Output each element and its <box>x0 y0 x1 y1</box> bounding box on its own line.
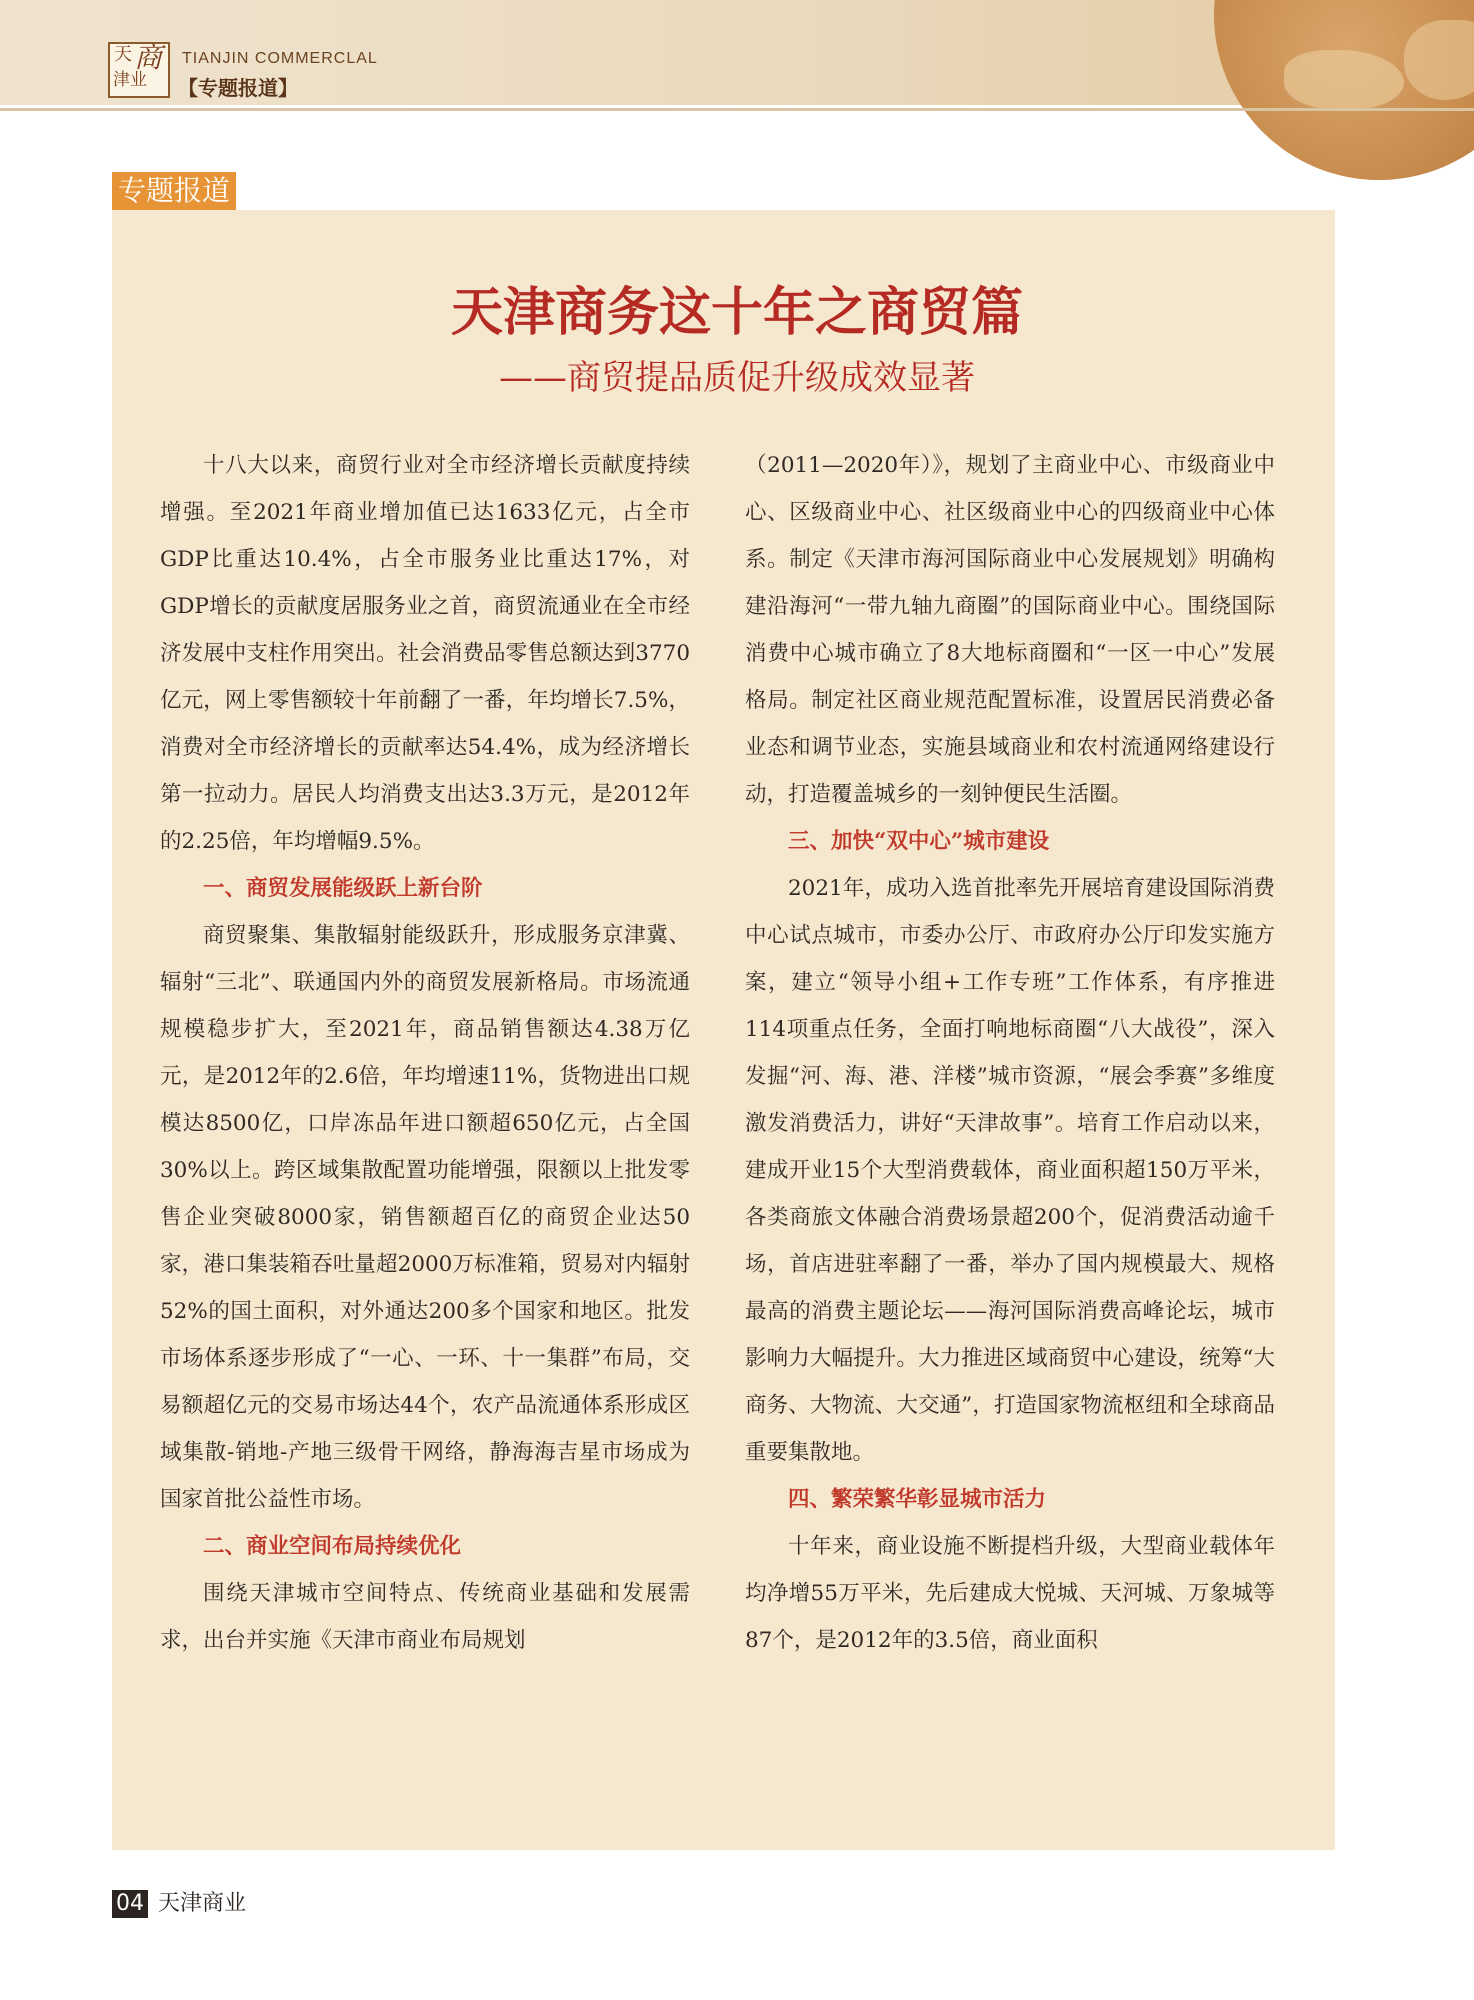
section-heading: 二、商业空间布局持续优化 <box>203 1534 462 1559</box>
section-heading: 一、商贸发展能级跃上新台阶 <box>203 876 483 901</box>
header-divider <box>0 108 1474 111</box>
article-title: 天津商务这十年之商贸篇 <box>450 283 1023 343</box>
right-column <box>745 442 1275 1664</box>
brand-name: TIANJIN COMMERCLAL <box>182 50 378 67</box>
page-number: 04 <box>112 1890 148 1918</box>
paragraph: （2011—2020年）》，规划了主商业中心、市级商业中心、区级商业中心、社区级商业中心的四级商业中心体系。制定《天津市海河国际商业中心发展规划》明确构建沿海河“一带九轴九商圈”的国际商业中心。围绕国际消费中心城市确立了8大地标商圈和“一区一中心”发展格局。制定社区商业规范配置标准，设置居民消费必备业态和调节业态，实施县域商业和农村流通网络建设行动，打造覆盖城乡的一刻钟便民生活圈。 <box>745 453 1275 807</box>
article-subtitle: ——商贸提品质促升级成效显著 <box>499 358 975 398</box>
header-section-label: 【专题报道】 <box>178 76 298 100</box>
logo-char-shang: 商 <box>134 41 163 74</box>
logo-char-tian: 天 <box>114 44 132 65</box>
section-heading: 三、加快“双中心”城市建设 <box>788 829 1050 854</box>
paragraph: 商贸聚集、集散辐射能级跃升，形成服务京津冀、辐射“三北”、联通国内外的商贸发展新格局。市场流通规模稳步扩大，至2021年，商品销售额达4.38万亿元，是2012年的2.6倍，年均增速11%，货物进出口规模达8500亿，口岸冻品年进口额超650亿元，占全国30%以上。跨区域集散配置功能增强，限额以上批发零售企业突破8000家，销售额超百亿的商贸企业达50家，港口集装箱吞吐量超2000万标准箱，贸易对内辐射52%的国土面积，对外通达200多个国家和地区。批发市场体系逐步形成了“一心、一环、十一集群”布局，交易额超亿元的交易市场达44个，农产品流通体系形成区域集散-销地-产地三级骨干网络，静海海吉星市场成为国家首批公益性市场。 <box>160 923 690 1512</box>
section-tag: 专题报道 <box>112 172 236 210</box>
section-heading: 四、繁荣繁华彰显城市活力 <box>788 1487 1047 1512</box>
magazine-name: 天津商业 <box>158 1891 247 1916</box>
paragraph: 2021年，成功入选首批率先开展培育建设国际消费中心试点城市，市委办公厅、市政府办公厅印发实施方案，建立“领导小组+工作专班”工作体系，有序推进114项重点任务，全面打响地标商圈“八大战役”，深入发掘“河、海、港、洋楼”城市资源，“展会季赛”多维度激发消费活力，讲好“天津故事”。培育工作启动以来，建成开业15个大型消费载体，商业面积超150万平米，各类商旅文体融合消费场景超200个，促消费活动逾千场，首店进驻率翻了一番，举办了国内规模最大、规格最高的消费主题论坛——海河国际消费高峰论坛，城市影响力大幅提升。大力推进区域商贸中心建设，统筹“大商务、大物流、大交通”，打造国家物流枢纽和全球商品重要集散地。 <box>745 876 1275 1465</box>
paragraph: 围绕天津城市空间特点、传统商业基础和发展需求，出台并实施《天津市商业布局规划 <box>160 1581 690 1653</box>
globe-decoration <box>1214 0 1474 180</box>
paragraph: 十年来，商业设施不断提档升级，大型商业载体年均净增55万平米，先后建成大悦城、天河城、万象城等87个，是2012年的3.5倍，商业面积 <box>745 1534 1275 1653</box>
logo-char-jinye: 津业 <box>113 70 147 90</box>
paragraph: 十八大以来，商贸行业对全市经济增长贡献度持续增强。至2021年商业增加值已达1633亿元，占全市GDP比重达10.4%，占全市服务业比重达17%，对GDP增长的贡献度居服务业之首，商贸流通业在全市经济发展中支柱作用突出。社会消费品零售总额达到3770亿元，网上零售额较十年前翻了一番，年均增长7.5%，消费对全市经济增长的贡献率达54.4%，成为经济增长第一拉动力。居民人均消费支出达3.3万元，是2012年的2.25倍，年均增幅9.5%。 <box>160 453 690 854</box>
magazine-logo <box>108 42 170 98</box>
left-column <box>160 442 690 1664</box>
